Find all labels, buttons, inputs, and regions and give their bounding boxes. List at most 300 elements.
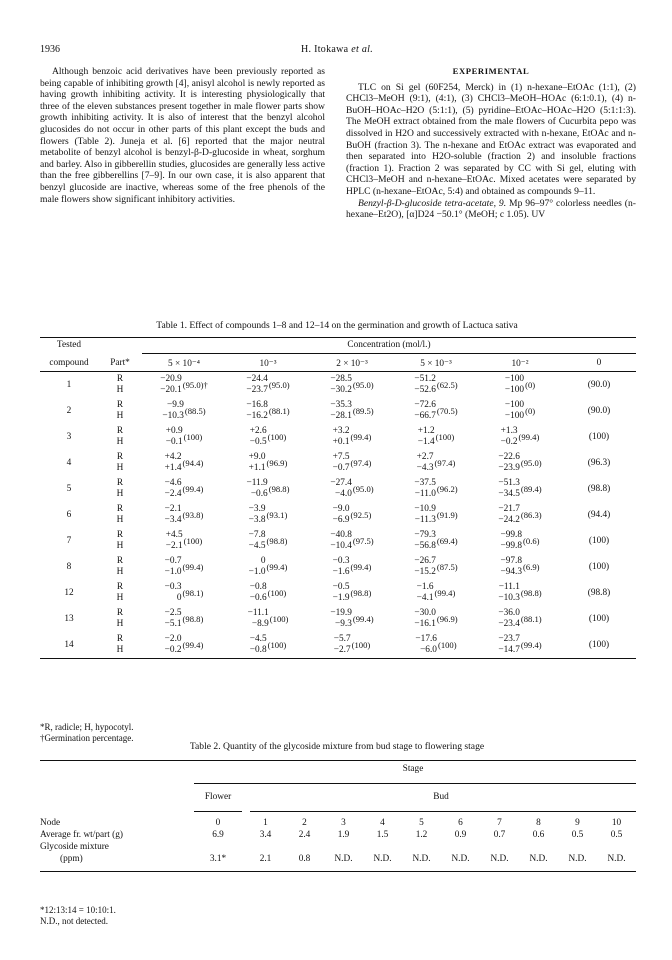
compound-number: 4 xyxy=(66,458,72,468)
radicle-value: +1.2 xyxy=(417,426,435,436)
control-cell: (100) xyxy=(588,614,610,624)
page-number: 1936 xyxy=(40,44,60,55)
germination-number: 95.0) xyxy=(523,458,542,468)
radicle-value: −30.0 xyxy=(414,608,436,618)
radicle-value: −51.2 xyxy=(414,374,436,384)
paren: ( xyxy=(436,510,440,520)
germination-value xyxy=(435,458,456,468)
paren: ( xyxy=(350,562,354,572)
value-cell xyxy=(394,502,478,528)
value-cell xyxy=(478,502,562,528)
value-cell xyxy=(478,528,562,554)
radicle-value: +3.2 xyxy=(332,426,350,436)
radicle-value: −3.9 xyxy=(248,504,266,514)
value-cell xyxy=(394,528,478,554)
germination-value xyxy=(351,432,372,442)
paren: ( xyxy=(266,458,270,468)
radicle-value: −22.6 xyxy=(498,452,520,462)
germination-value xyxy=(437,380,458,390)
part-label: R xyxy=(116,504,124,514)
value-cell xyxy=(226,372,310,398)
paren: ( xyxy=(183,432,187,442)
part-label: H xyxy=(116,619,124,629)
value-cell xyxy=(142,502,226,528)
part-label: R xyxy=(116,374,124,384)
running-head-author: H. Itokawa xyxy=(300,44,349,55)
radicle-value: +4.2 xyxy=(164,452,182,462)
part-cell xyxy=(98,450,142,476)
germination-value xyxy=(268,588,287,598)
radicle-value: −51.3 xyxy=(498,478,520,488)
germination-number: 0) xyxy=(527,380,536,390)
table-cell: 3 xyxy=(341,818,346,828)
hypocotyl-value: −34.5 xyxy=(498,489,520,499)
germination-value xyxy=(351,510,372,520)
header-concentration-5: 0 xyxy=(596,358,602,368)
value-cell xyxy=(394,606,478,632)
radicle-value: −28.5 xyxy=(330,374,352,384)
row-label: (ppm) xyxy=(60,854,83,864)
paren: ( xyxy=(436,380,440,390)
germination-value xyxy=(183,380,208,390)
radicle-value: −36.0 xyxy=(498,608,520,618)
hypocotyl-value: −66.7 xyxy=(414,411,436,421)
table-cell: 3.1* xyxy=(209,854,227,864)
germination-value xyxy=(437,406,458,416)
header-bud: Bud xyxy=(433,792,449,802)
paren: ( xyxy=(267,640,271,650)
table-row xyxy=(40,554,636,580)
table-cell: N.D. xyxy=(529,854,548,864)
header-part: Part* xyxy=(110,358,130,368)
radicle-value: 0 xyxy=(260,556,266,566)
table-row xyxy=(40,817,636,829)
table-cell: 0.6 xyxy=(532,830,545,840)
hypocotyl-value: −4.5 xyxy=(248,541,266,551)
table-cell: 2.4 xyxy=(298,830,311,840)
paren: ( xyxy=(435,432,439,442)
value-cell xyxy=(142,424,226,450)
control-cell: (90.0) xyxy=(587,380,611,390)
header-concentration-0: 5 × 10⁻⁴ xyxy=(168,358,200,369)
hypocotyl-value: −10.4 xyxy=(330,541,352,551)
header-concentration-4: 10⁻² xyxy=(511,358,529,369)
germination-value xyxy=(268,640,287,650)
germination-value xyxy=(435,588,456,598)
germination-number: 99.4) xyxy=(355,614,374,624)
running-head xyxy=(40,44,634,55)
hypocotyl-value: +0.1 xyxy=(332,437,350,447)
radicle-value: −37.5 xyxy=(414,478,436,488)
germination-value xyxy=(438,640,457,650)
part-cell xyxy=(98,502,142,528)
value-cell xyxy=(310,424,394,450)
part-cell xyxy=(98,554,142,580)
germination-value xyxy=(353,406,374,416)
hypocotyl-value: −23.7 xyxy=(246,385,268,395)
germination-number: 98.8) xyxy=(353,588,372,598)
paren: ( xyxy=(182,484,186,494)
value-cell xyxy=(310,632,394,659)
germination-number: 100) xyxy=(186,432,203,442)
hypocotyl-value: −1.4 xyxy=(417,437,435,447)
germination-value xyxy=(351,588,372,598)
paren: ( xyxy=(436,484,440,494)
germination-number: 99.4) xyxy=(185,484,204,494)
left-column xyxy=(40,66,325,205)
germination-number: 86.3) xyxy=(523,510,542,520)
value-cell xyxy=(226,424,310,450)
germination-number: 99.4) xyxy=(523,640,542,650)
part-label: R xyxy=(116,556,124,566)
germination-number: 95.0)† xyxy=(185,380,208,390)
germination-number: 95.0) xyxy=(271,380,290,390)
part-label: H xyxy=(116,567,124,577)
germination-number: 100) xyxy=(354,640,371,650)
part-cell xyxy=(98,580,142,606)
radicle-value: +7.5 xyxy=(332,452,350,462)
value-cell xyxy=(478,580,562,606)
compound-paragraph xyxy=(346,198,636,221)
hypocotyl-value: −23.4 xyxy=(498,619,520,629)
value-cell xyxy=(478,398,562,424)
germination-value xyxy=(183,562,204,572)
germination-number: 96.9) xyxy=(439,614,458,624)
germination-value xyxy=(268,432,287,442)
footnote-germination: †Germination percentage. xyxy=(40,733,134,743)
germination-number: 99.4) xyxy=(521,432,540,442)
paren: ( xyxy=(266,536,270,546)
compound-number: 13 xyxy=(64,614,74,624)
table-cell: 7 xyxy=(497,818,502,828)
germination-number: 69.4) xyxy=(439,536,458,546)
radicle-value: −17.6 xyxy=(415,634,437,644)
radicle-value: −24.4 xyxy=(246,374,268,384)
part-cell xyxy=(98,398,142,424)
germination-value xyxy=(525,380,535,390)
paren: ( xyxy=(520,588,524,598)
germination-number: 95.0) xyxy=(355,380,374,390)
value-cell xyxy=(478,476,562,502)
value-cell xyxy=(394,424,478,450)
table-cell: 0.5 xyxy=(571,830,584,840)
paren: ( xyxy=(269,614,273,624)
table-cell: N.D. xyxy=(412,854,431,864)
hypocotyl-value: −6.9 xyxy=(332,515,350,525)
row-label: Node xyxy=(40,818,61,828)
radicle-value: −1.6 xyxy=(416,582,434,592)
germination-number: 100) xyxy=(270,432,287,442)
germination-number: 93.8) xyxy=(185,510,204,520)
table-row xyxy=(40,841,636,853)
paren: ( xyxy=(520,614,524,624)
value-cell xyxy=(310,528,394,554)
part-label: H xyxy=(116,411,124,421)
hypocotyl-value: 0 xyxy=(176,593,182,603)
radicle-value: −9.9 xyxy=(166,400,184,410)
paren: ( xyxy=(267,588,271,598)
hypocotyl-value: −2.4 xyxy=(164,489,182,499)
germination-value xyxy=(267,458,288,468)
header-concentration-3: 5 × 10⁻³ xyxy=(420,358,452,369)
header-flower: Flower xyxy=(204,792,232,802)
hypocotyl-value: −4.3 xyxy=(416,463,434,473)
table-cell: 9 xyxy=(575,818,580,828)
germination-value xyxy=(353,380,374,390)
radicle-value: −11.1 xyxy=(498,582,520,592)
radicle-value: −5.7 xyxy=(333,634,351,644)
table-cell: 2.1 xyxy=(259,854,272,864)
paren: ( xyxy=(182,562,186,572)
germination-value xyxy=(521,484,542,494)
value-cell xyxy=(142,606,226,632)
germination-number: 87.5) xyxy=(439,562,458,572)
germination-value xyxy=(270,614,289,624)
header-compound: compound xyxy=(49,358,89,368)
table1-caption: Table 1. Effect of compounds 1–8 and 12–14 on the germination and growth of Lactuca sativa xyxy=(156,320,518,331)
value-cell xyxy=(226,398,310,424)
table-row xyxy=(40,372,636,398)
germination-number: 98.8) xyxy=(269,536,288,546)
value-cell xyxy=(478,554,562,580)
value-cell xyxy=(310,502,394,528)
radicle-value: −16.8 xyxy=(246,400,268,410)
value-cell xyxy=(394,450,478,476)
header-tested: Tested xyxy=(56,340,82,350)
germination-number: 95.0) xyxy=(355,484,374,494)
value-cell xyxy=(310,476,394,502)
table-row xyxy=(40,502,636,528)
hypocotyl-value: −4.1 xyxy=(416,593,434,603)
table2-footnotes xyxy=(40,905,116,927)
hypocotyl-value: −8.9 xyxy=(251,619,269,629)
paren: ( xyxy=(183,536,187,546)
hypocotyl-value: −0.6 xyxy=(249,593,267,603)
value-cell xyxy=(226,580,310,606)
germination-number: 100) xyxy=(438,432,455,442)
radicle-value: −4.5 xyxy=(249,634,267,644)
germination-value xyxy=(351,562,372,572)
paren: ( xyxy=(350,458,354,468)
germination-number: 62.5) xyxy=(439,380,458,390)
radicle-value: −7.8 xyxy=(248,530,266,540)
paren: ( xyxy=(267,432,271,442)
compound-number: 2 xyxy=(66,406,72,416)
value-cell xyxy=(478,632,562,659)
paren: ( xyxy=(523,562,526,572)
hypocotyl-value: −0.8 xyxy=(249,645,267,655)
paren: ( xyxy=(351,640,355,650)
control-cell: (90.0) xyxy=(587,406,611,416)
part-label: H xyxy=(116,593,124,603)
germination-value xyxy=(183,458,204,468)
paren: ( xyxy=(352,484,356,494)
part-cell xyxy=(98,424,142,450)
radicle-value: −2.5 xyxy=(164,608,182,618)
hypocotyl-value: −16.1 xyxy=(414,619,436,629)
germination-number: 97.4) xyxy=(353,458,372,468)
table-cell: 5 xyxy=(419,818,424,828)
germination-value xyxy=(523,536,539,546)
germination-number: 98.8) xyxy=(523,588,542,598)
hypocotyl-value: −23.9 xyxy=(498,463,520,473)
germination-value xyxy=(521,588,542,598)
value-cell xyxy=(142,580,226,606)
germination-value xyxy=(269,380,290,390)
germination-value xyxy=(183,614,204,624)
germination-value xyxy=(521,510,542,520)
hypocotyl-value: −11.0 xyxy=(414,489,436,499)
germination-number: 99.4) xyxy=(437,588,456,598)
hypocotyl-value: −0.7 xyxy=(332,463,350,473)
hypocotyl-value: −11.3 xyxy=(414,515,436,525)
part-label: R xyxy=(116,634,124,644)
value-cell xyxy=(142,528,226,554)
value-cell xyxy=(226,606,310,632)
table-row xyxy=(40,476,636,502)
germination-number: 99.4) xyxy=(269,562,288,572)
germination-number: 96.9) xyxy=(269,458,288,468)
paren: ( xyxy=(436,562,440,572)
value-cell xyxy=(226,528,310,554)
germination-number: 100) xyxy=(272,614,289,624)
hypocotyl-value: −3.8 xyxy=(248,515,266,525)
paren: ( xyxy=(434,458,438,468)
radicle-value: +2.7 xyxy=(416,452,434,462)
control-cell: (100) xyxy=(588,640,610,650)
germination-number: 96.2) xyxy=(439,484,458,494)
germination-value xyxy=(267,536,288,546)
germination-value xyxy=(353,484,374,494)
germination-number: 94.4) xyxy=(185,458,204,468)
radicle-value: −9.0 xyxy=(332,504,350,514)
radicle-value: −23.7 xyxy=(498,634,520,644)
value-cell xyxy=(310,398,394,424)
hypocotyl-value: −3.4 xyxy=(164,515,182,525)
table-cell: 6.9 xyxy=(212,830,224,840)
radicle-value: −79.3 xyxy=(414,530,436,540)
paren: ( xyxy=(268,380,272,390)
section-title: EXPERIMENTAL xyxy=(452,66,530,76)
germination-value xyxy=(437,510,458,520)
experimental-paragraph: TLC on Si gel (60F254, Merck) in (1) n-hexane–EtOAc (1:1), (2) CHCl3–MeOH (9:1), (4:1), (3) CHCl3–MeOH–HOAc (6:1:0.1), (4) n-BuOH–HOAc–H2O (5:1:1), (5) pyridine–EtOAc–HOAc–H2O (5:1:1:3). The MeOH extract obtained from the male flowers of Cucurbita pepo was dissolved in H2O and successively extracted with n-hexane, EtOAc and n-BuOH (fraction 3). The n-hexane and EtOAc extract was evaporated and then separated into H2O-soluble (fraction 2) and insoluble fractions (fraction 1). Fraction 2 was separated by CC with Si gel, eluting with CHCl3–MeOH and n-hexane–EtOAc. Mixed acetates were separated by HPLC (n-hexane–EtOAc, 5:4) and obtained as compounds 9–11. xyxy=(346,81,636,197)
paren: ( xyxy=(268,406,272,416)
hypocotyl-value: −94.3 xyxy=(500,567,523,577)
value-cell xyxy=(310,372,394,398)
part-cell xyxy=(98,632,142,659)
hypocotyl-value: −6.0 xyxy=(420,645,437,655)
germination-number: 88.5) xyxy=(187,406,206,416)
germination-number: 0) xyxy=(527,406,536,416)
germination-value xyxy=(269,484,290,494)
control-cell: (94.4) xyxy=(587,510,611,520)
germination-value xyxy=(183,588,204,598)
germination-value xyxy=(184,536,203,546)
compound-number: 7 xyxy=(66,536,72,546)
radicle-value: −72.6 xyxy=(414,400,436,410)
paren: ( xyxy=(182,458,186,468)
part-cell xyxy=(98,372,142,398)
paren: ( xyxy=(436,406,440,416)
control-cell: (98.8) xyxy=(587,588,611,598)
table-row xyxy=(40,580,636,606)
germination-number: 6.9) xyxy=(525,562,540,572)
radicle-value: +1.3 xyxy=(500,426,518,436)
table-cell: 1.2 xyxy=(415,830,428,840)
germination-value xyxy=(267,562,288,572)
hypocotyl-value: −1.0 xyxy=(164,567,182,577)
radicle-value: −35.3 xyxy=(330,400,352,410)
germination-number: 98.1) xyxy=(185,588,204,598)
paren: ( xyxy=(523,536,526,546)
paren: ( xyxy=(520,484,524,494)
part-label: H xyxy=(116,541,124,551)
table1 xyxy=(40,337,636,663)
germination-number: 88.1) xyxy=(271,406,290,416)
paren: ( xyxy=(525,380,528,390)
part-label: R xyxy=(116,400,124,410)
table-row xyxy=(40,829,636,841)
table-row xyxy=(40,853,636,865)
paren: ( xyxy=(184,406,188,416)
germination-value xyxy=(183,484,204,494)
value-cell xyxy=(310,606,394,632)
value-cell xyxy=(226,632,310,659)
paren: ( xyxy=(352,614,356,624)
paren: ( xyxy=(350,432,354,442)
paren: ( xyxy=(182,380,186,390)
table2 xyxy=(40,760,636,875)
table-row xyxy=(40,528,636,554)
value-cell xyxy=(226,476,310,502)
germination-number: 97.4) xyxy=(437,458,456,468)
germination-value xyxy=(437,536,458,546)
radicle-value: +0.9 xyxy=(165,426,183,436)
radicle-value: +9.0 xyxy=(248,452,266,462)
hypocotyl-value: −2.1 xyxy=(165,541,183,551)
radicle-value: −2.1 xyxy=(164,504,182,514)
germination-number: 89.4) xyxy=(523,484,542,494)
table-cell: 1 xyxy=(263,818,268,828)
germination-value xyxy=(267,510,288,520)
germination-number: 99.4) xyxy=(185,640,204,650)
radicle-value: +2.6 xyxy=(249,426,267,436)
value-cell xyxy=(142,372,226,398)
germination-number: 99.4) xyxy=(353,432,372,442)
compound-number: 5 xyxy=(66,484,72,494)
germination-number: 88.1) xyxy=(523,614,542,624)
value-cell xyxy=(310,450,394,476)
germination-number: 98.8) xyxy=(271,484,290,494)
paren: ( xyxy=(352,536,356,546)
value-cell xyxy=(478,450,562,476)
germination-value xyxy=(185,406,206,416)
compound-number: 3 xyxy=(66,432,72,442)
hypocotyl-value: −2.7 xyxy=(333,645,351,655)
compound-number: 14 xyxy=(64,640,74,650)
radicle-value: −11.1 xyxy=(247,608,269,618)
part-cell xyxy=(98,606,142,632)
part-label: R xyxy=(116,452,124,462)
part-label: H xyxy=(116,385,124,395)
table-cell: 0 xyxy=(215,818,221,828)
hypocotyl-value: −1.9 xyxy=(332,593,350,603)
germination-number: 100) xyxy=(270,640,287,650)
table-cell: 8 xyxy=(536,818,541,828)
radicle-value: −20.9 xyxy=(160,374,182,384)
hypocotyl-value: −20.1 xyxy=(160,385,182,395)
hypocotyl-value: −0.2 xyxy=(164,645,182,655)
